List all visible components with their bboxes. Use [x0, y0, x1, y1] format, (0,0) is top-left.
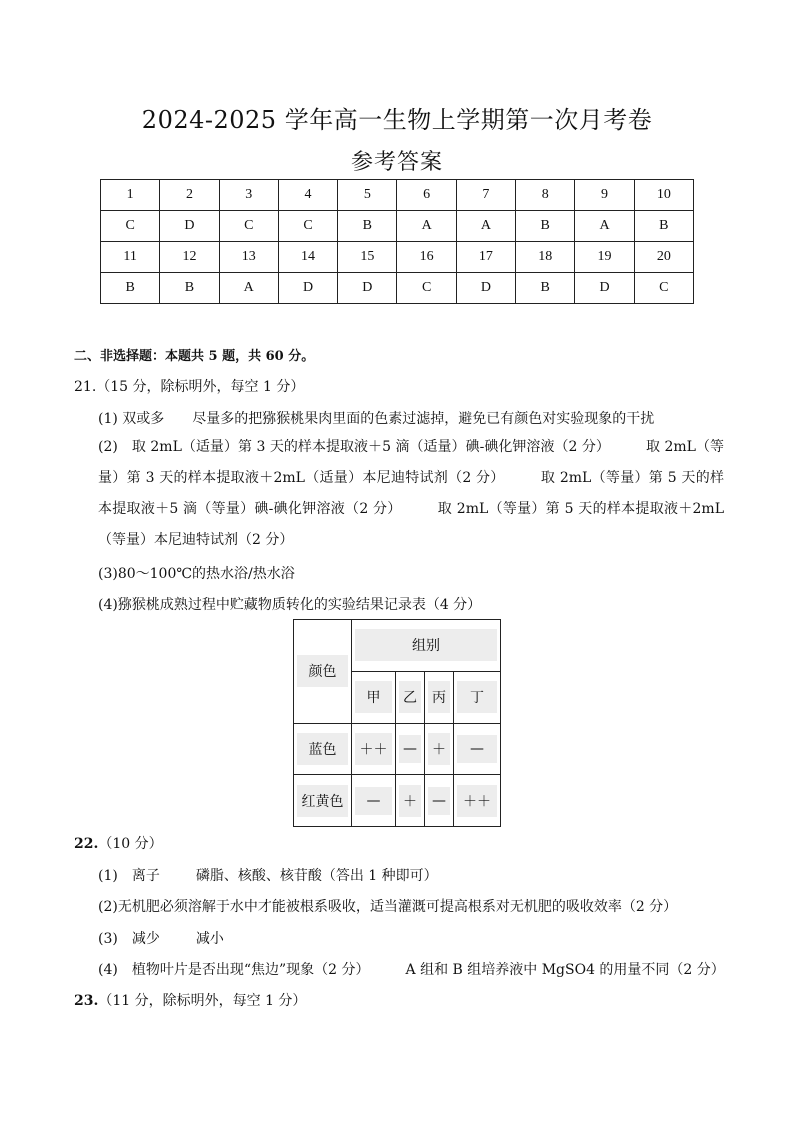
q22-answer-3-num: (3) 减少	[98, 931, 160, 947]
result-value: ＋＋	[457, 785, 497, 817]
answer-cell: B	[634, 211, 693, 242]
group-label: 甲	[355, 681, 392, 713]
answer-cell: A	[456, 211, 515, 242]
answer-cell: 15	[338, 242, 397, 273]
result-cell	[425, 723, 454, 775]
answer-cell: 10	[634, 180, 693, 211]
result-value: —	[457, 735, 497, 763]
answer-cell: 11	[101, 242, 160, 273]
q21-answer-2-part-3: 取 2mL（等量）第 5 天的样本提取液＋5 滴（等量）碘-碘化钾溶液（2 分）	[98, 470, 724, 517]
group-header: 组别	[355, 629, 497, 661]
row-label: 红黄色	[297, 785, 348, 817]
q21-answer-1-num: (1) 双或多	[98, 411, 165, 427]
answer-cell: 6	[397, 180, 456, 211]
answer-cell: D	[338, 273, 397, 304]
results-table	[293, 619, 501, 827]
result-value: —	[428, 787, 450, 815]
result-value: ＋	[428, 733, 450, 765]
result-cell	[352, 723, 396, 775]
answer-cell: 18	[516, 242, 575, 273]
q23-points: （11 分，除标明外，每空 1 分）	[98, 993, 307, 1009]
page-subtitle: 参考答案	[350, 150, 443, 175]
q22-answer-1-num: (1) 离子	[98, 868, 160, 884]
q21-answer-2	[98, 432, 724, 556]
row-label-cell	[294, 723, 352, 775]
q22-heading	[74, 833, 163, 853]
color-header: 颜色	[297, 655, 348, 687]
answer-cell: B	[338, 211, 397, 242]
answer-cell: B	[516, 273, 575, 304]
result-cell	[425, 775, 454, 827]
page-title: 2024-2025 学年高一生物上学期第一次月考卷	[141, 106, 653, 134]
q23-number: 23.	[74, 993, 99, 1009]
answer-cell: D	[278, 273, 337, 304]
q22-answer-4	[98, 959, 725, 979]
answer-cell: 16	[397, 242, 456, 273]
group-cell	[425, 671, 454, 723]
group-cell	[352, 671, 396, 723]
answer-cell: 5	[338, 180, 397, 211]
group-cell	[454, 671, 501, 723]
q21-answer-2-part-2: 取 2mL（等量）第 3 天的样本提取液＋2mL（适量）本尼迪特试剂（2 分）	[98, 439, 724, 486]
table-row	[101, 180, 694, 211]
answer-cell: C	[278, 211, 337, 242]
q21-answer-3: (3)80～100℃的热水浴/热水浴	[98, 566, 295, 582]
q22-answer-3-text: 减小	[195, 931, 224, 947]
answer-cell: 17	[456, 242, 515, 273]
group-label: 丁	[457, 681, 497, 713]
answer-cell: 9	[575, 180, 634, 211]
group-label: 乙	[399, 681, 421, 713]
group-cell	[396, 671, 425, 723]
answer-cell: B	[160, 273, 219, 304]
q21-heading: 21.（15 分，除标明外，每空 1 分）	[74, 379, 305, 395]
answer-cell: 2	[160, 180, 219, 211]
answer-cell: B	[516, 211, 575, 242]
table-row	[294, 723, 501, 775]
answer-cell: C	[219, 211, 278, 242]
result-cell	[454, 775, 501, 827]
answer-cell: C	[397, 273, 456, 304]
answer-cell: D	[456, 273, 515, 304]
table-row	[101, 273, 694, 304]
table-row	[294, 620, 501, 672]
result-value: ＋＋	[355, 733, 392, 765]
answer-cell: 19	[575, 242, 634, 273]
answer-cell: 20	[634, 242, 693, 273]
result-cell	[396, 775, 425, 827]
answer-cell: 3	[219, 180, 278, 211]
color-header-cell	[294, 620, 352, 724]
q22-answer-4-num: (4) 植物叶片是否出现“焦边”现象（2 分）	[98, 962, 370, 978]
answer-cell: 12	[160, 242, 219, 273]
q21-answer-4: (4)猕猴桃成熟过程中贮藏物质转化的实验结果记录表（4 分）	[98, 597, 482, 613]
table-row	[101, 242, 694, 273]
group-header-cell	[352, 620, 501, 672]
answer-cell: C	[101, 211, 160, 242]
result-value: —	[355, 787, 392, 815]
table-row	[294, 775, 501, 827]
answer-cell: D	[160, 211, 219, 242]
answer-cell: 14	[278, 242, 337, 273]
q22-points: （10 分）	[98, 836, 163, 852]
answer-cell: 1	[101, 180, 160, 211]
q21-answer-1	[98, 408, 654, 428]
result-cell	[352, 775, 396, 827]
answer-cell: 7	[456, 180, 515, 211]
table-row	[101, 211, 694, 242]
q21-answer-1-text: 尽量多的把猕猴桃果肉里面的色素过滤掉，避免已有颜色对实验现象的干扰	[192, 411, 655, 427]
answer-cell: C	[634, 273, 693, 304]
q22-answer-2: (2)无机肥必须溶解于水中才能被根系吸收，适当灌溉可提高根系对无机肥的吸收效率（2 分）	[98, 899, 678, 915]
answer-cell: B	[101, 273, 160, 304]
answer-cell: A	[219, 273, 278, 304]
q21-answer-2-part-4: 取 2mL（等量）第 5 天的样本提取液＋2mL（等量）本尼迪特试剂（2 分）	[98, 501, 724, 548]
answer-cell: 13	[219, 242, 278, 273]
answer-cell: A	[575, 211, 634, 242]
answer-cell: A	[397, 211, 456, 242]
result-value: ＋	[399, 785, 421, 817]
q22-number: 22.	[74, 836, 99, 852]
q23-heading	[74, 990, 306, 1010]
answer-cell: 4	[278, 180, 337, 211]
group-label: 丙	[428, 681, 450, 713]
q22-answer-3	[98, 928, 224, 948]
q21-answer-2-part-1: (2) 取 2mL（适量）第 3 天的样本提取液＋5 滴（适量）碘-碘化钾溶液（2 分）	[98, 439, 610, 455]
result-value: —	[399, 735, 421, 763]
answer-cell: 8	[516, 180, 575, 211]
row-label: 蓝色	[297, 733, 348, 765]
answer-cell: D	[575, 273, 634, 304]
section-heading: 二、非选择题：本题共 5 题，共 60 分。	[74, 349, 315, 364]
result-cell	[454, 723, 501, 775]
answer-key-table	[100, 179, 694, 304]
q22-answer-4-text: A 组和 B 组培养液中 MgSO4 的用量不同（2 分）	[405, 962, 725, 978]
row-label-cell	[294, 775, 352, 827]
q22-answer-1-text: 磷脂、核酸、核苷酸（答出 1 种即可）	[195, 868, 438, 884]
result-cell	[396, 723, 425, 775]
q22-answer-1	[98, 865, 438, 885]
